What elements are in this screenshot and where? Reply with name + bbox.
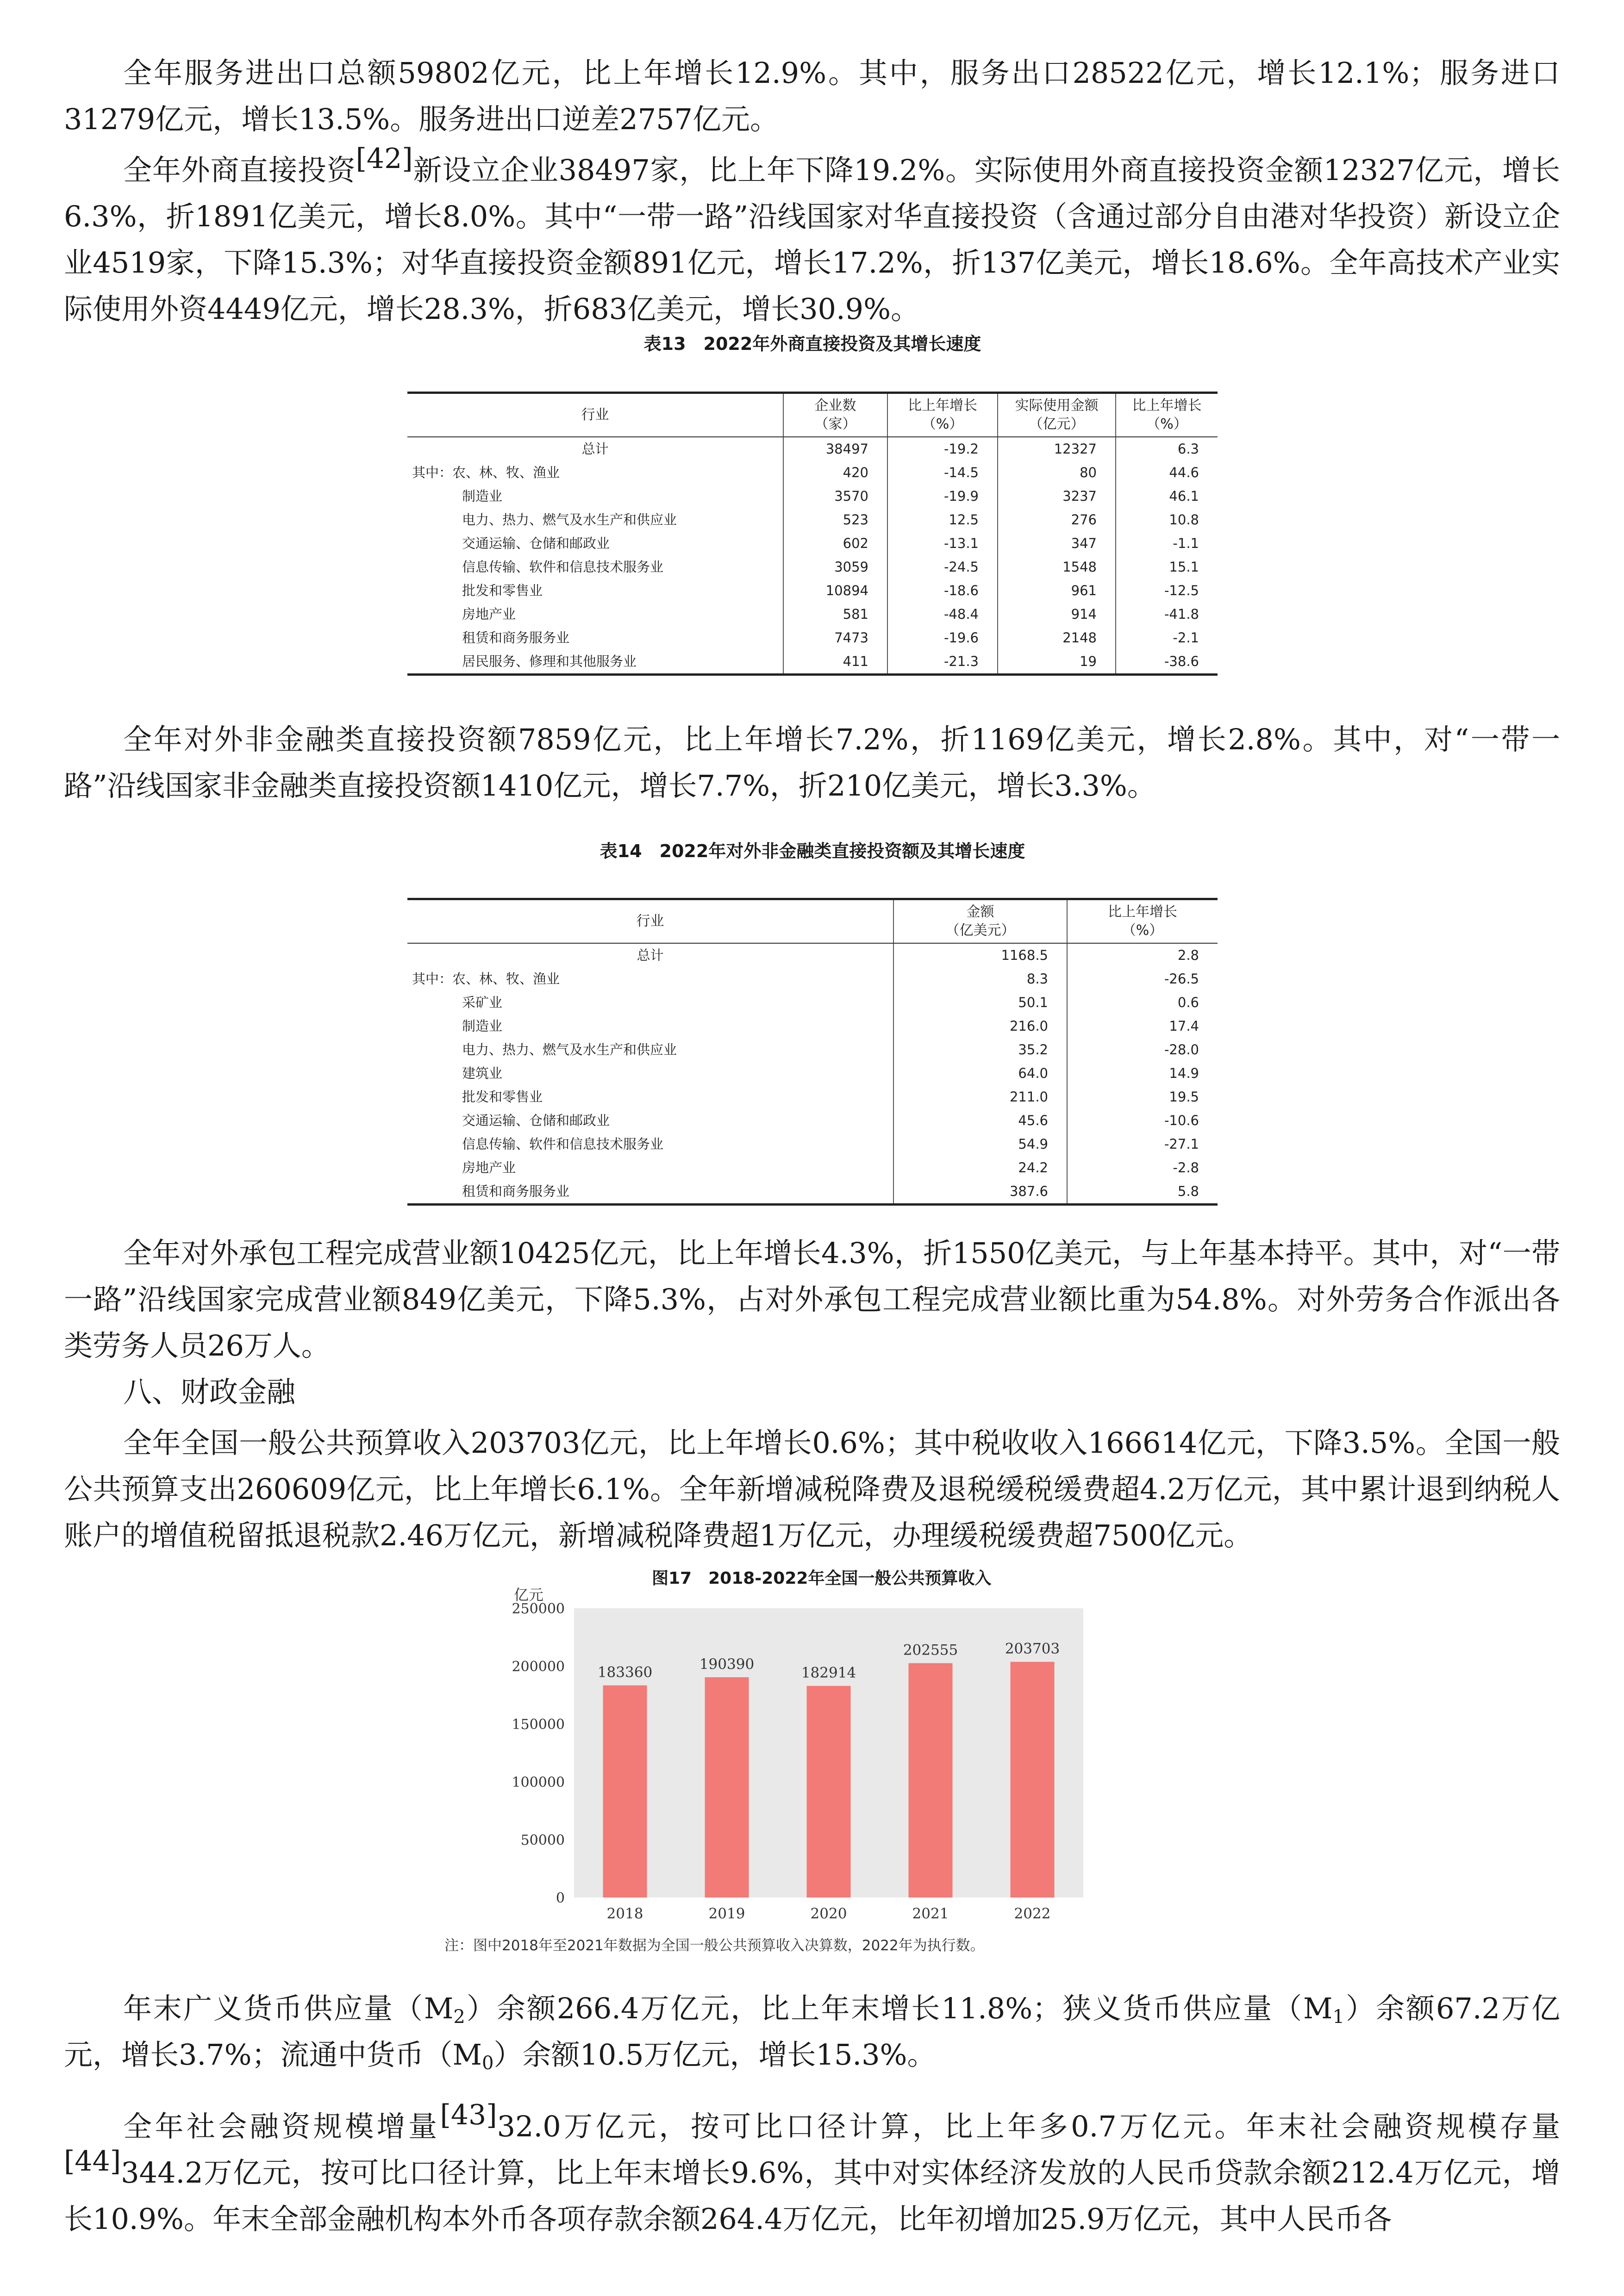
- section-heading-finance: 八、财政金融: [123, 1375, 296, 1409]
- table13-header-act-growth: 比上年增长 （%）: [1116, 393, 1218, 437]
- chart-bar-2022: [1011, 1662, 1055, 1898]
- table-row: 建筑业 64.0 14.9: [407, 1062, 1218, 1085]
- subscript-m2: 2: [453, 2006, 465, 2028]
- x-tick-label: 2022: [1014, 1905, 1051, 1922]
- paragraph-fdi: [64, 143, 1560, 332]
- table14-header-growth: 比上年增长 （%）: [1067, 899, 1218, 944]
- bar-value-label: 182914: [801, 1664, 856, 1681]
- y-tick-label: 250000: [512, 1601, 565, 1617]
- table13-header-actual: 实际使用金额 （亿元）: [998, 393, 1116, 437]
- table-row: 交通运输、仓储和邮政业 602 -13.1 347 -1.1: [407, 532, 1218, 555]
- paragraph-fdi-body: 新设立企业38497家，比上年下降19.2%。实际使用外商直接投资金额12327亿元，增长6.3%，折1891亿美元，增长8.0%。其中“一带一路”沿线国家对华直接投资（含通过部分自由港对华投资）新设立企业4519家，下降15.3%；对华直接投资金额891亿元，增长17.2%，折137亿美元，增长18.6%。全年高技术产业实际使用外资4449亿元，增长28.3%，折683亿美元，增长30.9%。: [64, 153, 1560, 326]
- x-tick-label: 2021: [912, 1905, 949, 1922]
- paragraph-money-supply: 年末广义货币供应量$(M_2)$余额266.4万亿元，比上年末增长11.8%；狭义货币供应量$(M_1)$余额67.2万亿元，增长3.7%；流通中货币$(M_0)$余额10.5万亿元，增长15.3%。: [64, 1991, 1560, 2074]
- footnote-ref-43[interactable]: [43]: [440, 2099, 497, 2131]
- chart-bar-2020: [807, 1686, 851, 1898]
- chart-budget-revenue: [481, 1571, 1148, 1937]
- table-row: 制造业 216.0 17.4: [407, 1014, 1218, 1038]
- table-row: 采矿业 50.1 0.6: [407, 991, 1218, 1014]
- bar-value-label: 202555: [903, 1642, 958, 1659]
- table-row: 租赁和商务服务业 7473 -19.6 2148 -2.1: [407, 626, 1218, 650]
- footnote-ref-42[interactable]: [42]: [356, 143, 413, 175]
- bar-value-label: 203703: [1005, 1640, 1060, 1657]
- paragraph-odi: 全年对外非金融类直接投资额7859亿元，比上年增长7.2%，折1169亿美元，增长2.8%。其中，对“一带一路”沿线国家非金融类直接投资额1410亿元，增长7.7%，折210亿美元，增长3.3%。: [64, 722, 1560, 803]
- table-row: 其中：农、林、牧、渔业 420 -14.5 80 44.6: [407, 461, 1218, 485]
- y-tick-label: 50000: [520, 1832, 565, 1848]
- table13-header-industry: 行业: [407, 393, 783, 437]
- chart-y-axis-label: 亿元: [514, 1586, 544, 1604]
- table14-header-amount: 金额 （亿美元）: [893, 899, 1067, 944]
- table-row: 交通运输、仓储和邮政业 45.6 -10.6: [407, 1109, 1218, 1132]
- table-row: 租赁和商务服务业 387.6 5.8: [407, 1180, 1218, 1205]
- table-row: 房地产业 24.2 -2.8: [407, 1156, 1218, 1180]
- x-tick-label: 2020: [810, 1905, 847, 1922]
- table13: [407, 392, 1218, 676]
- chart-title: 图17 2018-2022年全国一般公共预算收入: [652, 1569, 992, 1588]
- table13-header-enterprises: 企业数 （家）: [783, 393, 887, 437]
- bar-value-label: 190390: [699, 1656, 755, 1673]
- table14: [407, 898, 1218, 1206]
- paragraph-fdi-lead: 全年外商直接投资: [123, 153, 356, 187]
- y-tick-label: 200000: [512, 1659, 565, 1675]
- bar-value-label: 183360: [597, 1664, 653, 1681]
- table-row: 电力、热力、燃气及水生产和供应业 35.2 -28.0: [407, 1038, 1218, 1062]
- paragraph-contract-projects: 全年对外承包工程完成营业额10425亿元，比上年增长4.3%，折1550亿美元，与上年基本持平。其中，对“一带一路”沿线国家完成营业额849亿美元，下降5.3%，占对外承包工程完成营业额比重为54.8%。对外劳务合作派出各类劳务人员26万人。: [64, 1236, 1560, 1363]
- chart-note: 注：图中2018年至2021年数据为全国一般公共预算收入决算数，2022年为执行数。: [444, 1937, 985, 1954]
- subscript-m0: 0: [482, 2053, 494, 2074]
- subscript-m1: 1: [1332, 2006, 1344, 2028]
- y-tick-label: 0: [556, 1890, 565, 1906]
- table-row: 房地产业 581 -48.4 914 -41.8: [407, 603, 1218, 626]
- y-tick-label: 150000: [512, 1717, 565, 1733]
- table14-title: 表14 2022年对外非金融类直接投资额及其增长速度: [600, 841, 1025, 861]
- paragraph-public-budget: 全年全国一般公共预算收入203703亿元，比上年增长0.6%；其中税收收入166614亿元，下降3.5%。全国一般公共预算支出260609亿元，比上年增长6.1%。全年新增减税降费及退税缓税缓费超4.2万亿元，其中累计退到纳税人账户的增值税留抵退税款2.46万亿元，新增减税降费超1万亿元，办理缓税缓费超7500亿元。: [64, 1426, 1560, 1552]
- chart-bar-2021: [909, 1663, 953, 1898]
- table-row: 批发和零售业 211.0 19.5: [407, 1085, 1218, 1109]
- table-row: 信息传输、软件和信息技术服务业 3059 -24.5 1548 15.1: [407, 555, 1218, 579]
- footnote-ref-44[interactable]: [44]: [64, 2145, 121, 2178]
- table-row: 电力、热力、燃气及水生产和供应业 523 12.5 276 10.8: [407, 508, 1218, 532]
- chart-bar-2019: [705, 1677, 749, 1898]
- table13-header-ent-growth: 比上年增长 （%）: [887, 393, 998, 437]
- chart-bar-2018: [603, 1686, 647, 1898]
- table-row: 总计 1168.5 2.8: [407, 943, 1218, 967]
- y-tick-label: 100000: [512, 1774, 565, 1791]
- x-tick-label: 2019: [708, 1905, 745, 1922]
- paragraph-social-financing: 全年社会融资规模增量[43]32.0万亿元，按可比口径计算，比上年多0.7万亿元。年末社会融资规模存量[44]344.2万亿元，按可比口径计算，比上年末增长9.6%，其中对实体经济发放的人民币贷款余额212.4万亿元，增长10.9%。年末全部金融机构本外币各项存款余额264.4万亿元，比年初增加25.9万亿元，其中人民币各: [64, 2099, 1560, 2236]
- table-row: 信息传输、软件和信息技术服务业 54.9 -27.1: [407, 1132, 1218, 1156]
- table-row: 制造业 3570 -19.9 3237 46.1: [407, 485, 1218, 508]
- table-row: 其中：农、林、牧、渔业 8.3 -26.5: [407, 967, 1218, 991]
- table-row: 批发和零售业 10894 -18.6 961 -12.5: [407, 579, 1218, 603]
- table13-title: 表13 2022年外商直接投资及其增长速度: [643, 334, 981, 354]
- table-row: 总计 38497 -19.2 12327 6.3: [407, 437, 1218, 461]
- paragraph-services-trade: 全年服务进出口总额59802亿元，比上年增长12.9%。其中，服务出口28522亿元，增长12.1%；服务进口31279亿元，增长13.5%。服务进出口逆差2757亿元。: [64, 56, 1560, 136]
- table14-header-industry: 行业: [407, 899, 893, 944]
- table-row: 居民服务、修理和其他服务业 411 -21.3 19 -38.6: [407, 650, 1218, 675]
- x-tick-label: 2018: [606, 1905, 643, 1922]
